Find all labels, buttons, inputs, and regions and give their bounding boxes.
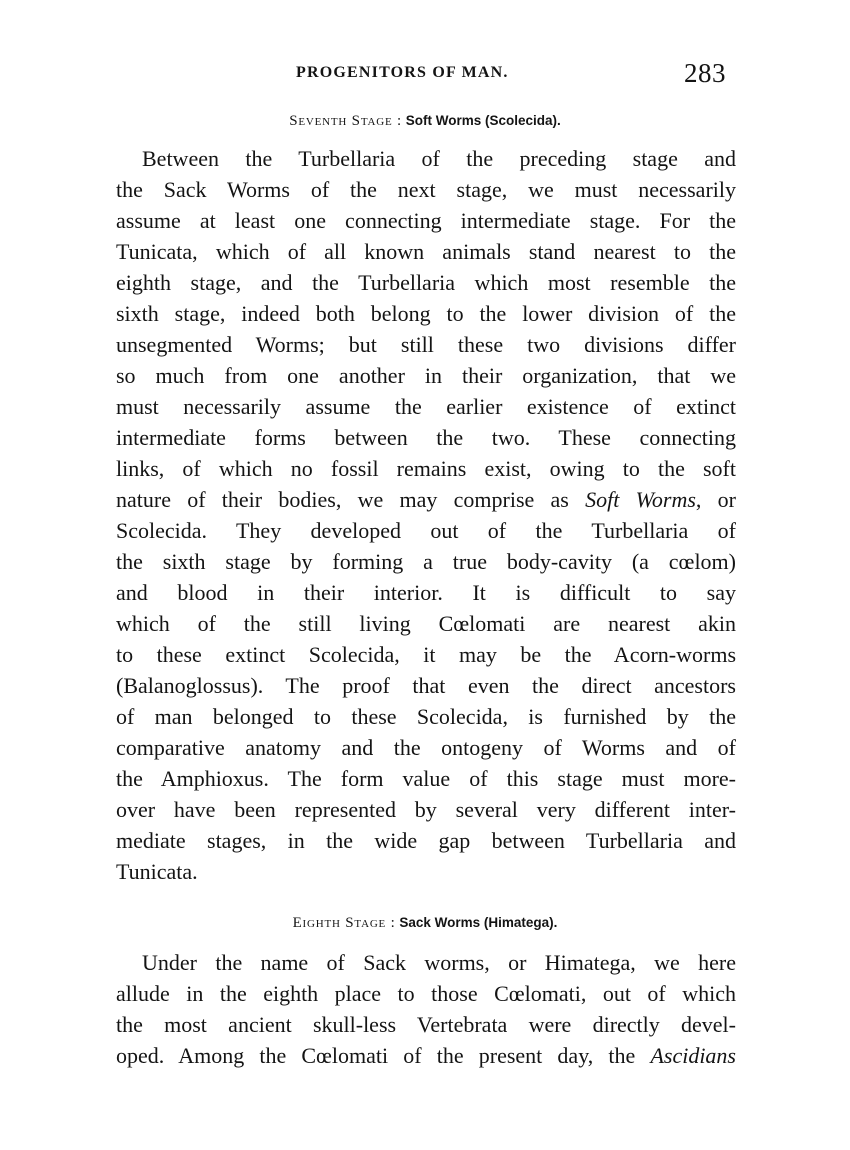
running-title: PROGENITORS OF MAN.	[296, 64, 509, 81]
text-line: the most ancient skull-less Vertebrata were directly devel-	[116, 1012, 736, 1037]
text-line: Tunicata.	[116, 859, 198, 884]
italic-term: Soft Worms	[585, 487, 696, 512]
text-line: assume at least one connecting intermediate stage. For the	[116, 208, 736, 233]
text-line: the Sack Worms of the next stage, we must necessarily	[116, 177, 736, 202]
text-line: the sixth stage by forming a true body-cavity (a cœlom)	[116, 549, 736, 574]
section-title: Soft Worms (Scolecida).	[405, 113, 561, 128]
text-line: and blood in their interior. It is difficult to say	[116, 580, 736, 605]
section-heading-seventh-stage	[0, 113, 850, 130]
text-line: which of the still living Cœlomati are nearest akin	[116, 611, 736, 636]
text-line: must necessarily assume the earlier existence of extinct	[116, 394, 736, 419]
paragraph-seventh-stage	[116, 143, 736, 887]
page-number: 283	[684, 58, 726, 88]
text-line: (Balanoglossus). The proof that even the direct ancestors	[116, 673, 736, 698]
text-line: Scolecida. They developed out of the Turbellaria of	[116, 518, 736, 543]
text-line: intermediate forms between the two. These connecting	[116, 425, 736, 450]
text-line: so much from one another in their organization, that we	[116, 363, 736, 388]
text-line: of man belonged to these Scolecida, is furnished by the	[116, 704, 736, 729]
section-label: Seventh Stage :	[289, 113, 402, 129]
text-line: oped. Among the Cœlomati of the present day, the Ascidians	[116, 1043, 736, 1068]
text-line: over have been represented by several very different inter-	[116, 797, 736, 822]
text-line: Between the Turbellaria of the preceding stage and	[142, 146, 736, 171]
italic-term: Ascidians	[650, 1043, 736, 1068]
text-line: Tunicata, which of all known animals stand nearest to the	[116, 239, 736, 264]
text-line: eighth stage, and the Turbellaria which most resemble the	[116, 270, 736, 295]
text-line: nature of their bodies, we may comprise as Soft Worms, or	[116, 487, 737, 512]
running-head	[0, 58, 850, 98]
text-line: allude in the eighth place to those Cœlomati, out of which	[116, 981, 736, 1006]
text-line: mediate stages, in the wide gap between Turbellaria and	[116, 828, 736, 853]
text-line: unsegmented Worms; but still these two divisions differ	[116, 332, 736, 357]
text-line: to these extinct Scolecida, it may be the Acorn-worms	[116, 642, 736, 667]
section-title: Sack Worms (Himatega).	[399, 915, 558, 930]
text-line: links, of which no fossil remains exist, owing to the soft	[116, 456, 736, 481]
section-label: Eighth Stage :	[292, 915, 396, 931]
paragraph-eighth-stage	[116, 947, 736, 1071]
section-heading-eighth-stage	[0, 915, 850, 932]
text-line: the Amphioxus. The form value of this stage must more-	[116, 766, 736, 791]
text-line: comparative anatomy and the ontogeny of Worms and of	[116, 735, 736, 760]
text-line: Under the name of Sack worms, or Himatega, we here	[142, 950, 736, 975]
text-line: sixth stage, indeed both belong to the lower division of the	[116, 301, 736, 326]
